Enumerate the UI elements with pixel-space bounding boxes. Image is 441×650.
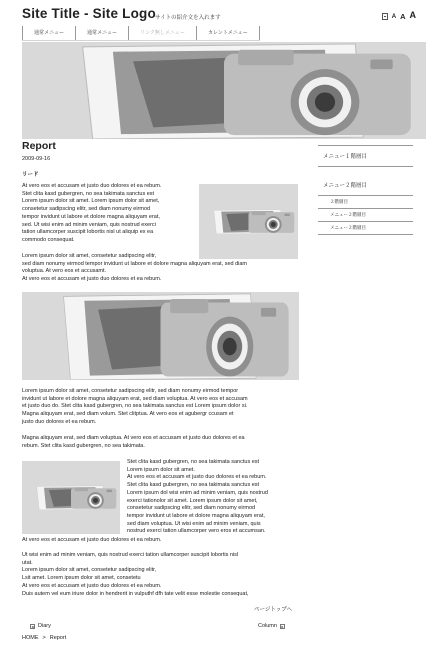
site-tagline: サイトの紹介文を入れます xyxy=(155,15,221,21)
site-header xyxy=(22,6,420,26)
breadcrumb xyxy=(22,635,66,641)
print-icon[interactable] xyxy=(382,13,388,20)
gnav-item-normal-2[interactable]: 通常メニュー xyxy=(75,26,128,40)
sidebar-nav xyxy=(318,145,413,235)
header-tools xyxy=(382,11,416,20)
global-nav xyxy=(22,26,260,41)
page-top-link[interactable]: ページトップへ xyxy=(254,607,293,613)
sidebar-subitem-2[interactable]: メニュー２階層目 xyxy=(318,209,413,222)
gnav-item-current[interactable]: カレントメニュー xyxy=(196,26,260,40)
font-size-small-button[interactable]: A xyxy=(391,14,397,20)
paragraph-1: At vero eos et accusam et justo duo dolores et ea rebum. Stet clita kasd gubergren, no sea takimata sanctus est Lorem ipsum dolor sit amet. Lorem ipsum dolor sit amet, consetetur sadipscing elitr, sed diam nonumy eirmod tempor invidunt ut labore et dolore magna aliquyam erat, sed. Ut wisi enim ad minim veniam, quis nostrud exerci tation ullamcorper suscipit lobortis nisl ut aliquip ex ea commodo consequat. xyxy=(22,183,162,243)
gnav-item-nolink: リンク無しメニュー xyxy=(128,26,196,40)
paragraph-6: At vero eos et accusam et justo duo dolores et ea rebum. xyxy=(22,537,162,543)
article-date: 2009-09-16 xyxy=(22,156,51,162)
paragraph-3: Lorem ipsum dolor sit amet, consetetur sadipscing elitr, sed diam nonumy eirmod tempor invidunt ut labore et dolore magna aliquyam erat, sed diam voluptua. At vero eos et accusam et justo duo do. Stet clita kasd gubergren, no sea takimata sanctus est Lorem ipsum dolor si. Magna aliquyam erat, sed diam volum. Stet clitptua. At vero eos et agubergr ccusam et justo duo dolores et ea rebum. xyxy=(22,388,248,425)
prev-article-label: Diary xyxy=(38,623,51,629)
camera-illustration xyxy=(22,292,299,380)
paragraph-5: Stet clita kasd gubergren, no sea takimata sanctus est Lorem ipsum dolor sit amet. At vero eos et accusam et justo duo dolores et ea rebum. Stet clita kasd gubergren, no sea takimata sanctus est Lorem ipsum dol wisi enim ad minim veniam, quis nostrud exerci tationolor sit amet. Lorem ipsum dolor sit amet, consetetur sadipscing elitr, sed diam nonumy eirmod tempor invidunt ut labore et dolore magna aliquyam erat, sed diam voluptua. Ut wisi enim ad minim veniam, quis nostrud exerci tation ullamcorper vero eros et accumsan. xyxy=(127,459,268,535)
prev-article-link[interactable] xyxy=(30,623,51,629)
breadcrumb-current: Report xyxy=(49,635,67,641)
sidebar-item-menu2[interactable]: メニュー２階層目 xyxy=(318,175,413,196)
breadcrumb-home[interactable]: HOME xyxy=(22,635,39,641)
breadcrumb-separator: > xyxy=(42,635,46,641)
camera-illustration xyxy=(22,461,120,534)
gnav-item-normal-1[interactable]: 通常メニュー xyxy=(22,26,75,40)
thumbnail-image-left xyxy=(22,461,120,534)
arrow-right-icon: ▸ xyxy=(281,623,284,629)
thumbnail-image-right xyxy=(199,184,298,259)
paragraph-2: Lorem ipsum dolor sit amet, consetetur sadipscing elitr, sed diam nonumy eirmod tempor invidunt ut labore et dolore magna aliquyam erat, sed diam voluptua. At vero eos et accusamt. At vero eos et accusam et justo duo dolores et ea rebum. xyxy=(22,253,248,283)
site-logo[interactable]: Site Title - Site Logo xyxy=(22,6,156,21)
paragraph-4: Magna aliquyam erat, sed diam voluptua. At vero eos et accusam et justo duo dolores et ea rebum. Stet clita kasd gubergren, no sea takimata. xyxy=(22,435,245,449)
hero-image xyxy=(22,42,426,139)
article-image xyxy=(22,292,299,380)
arrow-left-icon: ◂ xyxy=(31,623,34,629)
next-article-link[interactable] xyxy=(258,623,285,629)
font-size-large-button[interactable]: A xyxy=(409,10,416,20)
article-lead: リード xyxy=(22,172,39,178)
sidebar-item-menu1[interactable]: メニュー１階層目 xyxy=(318,145,413,167)
sidebar-subitem-3[interactable]: メニュー２階層目 xyxy=(318,222,413,235)
camera-illustration xyxy=(199,184,298,259)
camera-illustration xyxy=(22,42,426,139)
font-size-medium-button[interactable]: A xyxy=(400,11,406,21)
page-title: Report xyxy=(22,140,56,152)
next-article-label: Column xyxy=(258,623,277,629)
sidebar-subitem-1[interactable]: ２階層目 xyxy=(318,196,413,209)
paragraph-7: Ut wisi enim ad minim veniam, quis nostrud exerci tation ullamcorper suscipit lobortis nisl utat. Lorem ipsum dolor sit amet, consetetur sadipscing elitr, Lsit amet. Lorem ipsum dolor sit amet, consetetu At vero eos et accusam et justo duo dolores et ea rebum. Duis autem vel eum iriure dolor in hendrerit in vulputhf dfh tate velit esse molestie consequat, xyxy=(22,552,249,597)
